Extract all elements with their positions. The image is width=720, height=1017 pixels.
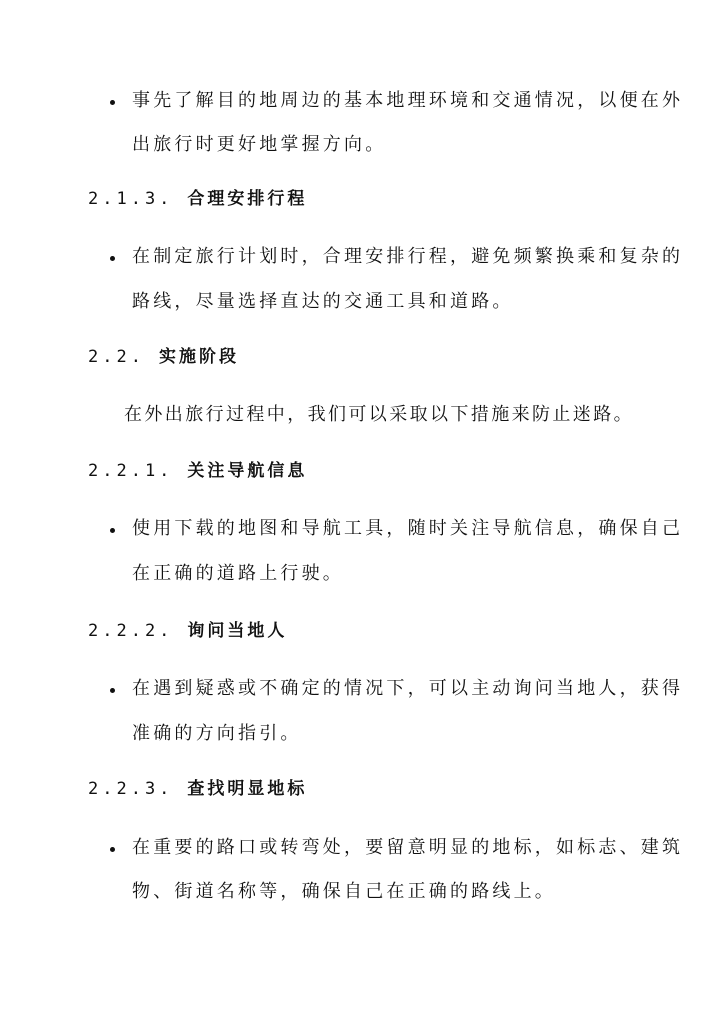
section-title: 实施阶段 xyxy=(158,347,239,367)
section-number: 2.2.1. xyxy=(88,461,174,481)
bullet-text-line: 在制定旅行计划时，合理安排行程，避免频繁换乘和复杂的 xyxy=(132,246,684,267)
bullet-dot-icon xyxy=(110,528,115,533)
section-title: 关注导航信息 xyxy=(187,461,308,481)
section-title: 查找明显地标 xyxy=(187,779,308,799)
bullet-dot-icon xyxy=(110,688,115,693)
section-heading-2-2-2 xyxy=(88,617,287,645)
section-heading-2-2-1 xyxy=(88,457,307,485)
bullet-dot-icon xyxy=(110,256,115,261)
section-title: 询问当地人 xyxy=(187,621,288,641)
section-heading-2-2 xyxy=(88,343,239,371)
section-heading-2-1-3 xyxy=(88,185,307,213)
section-number: 2.1.3. xyxy=(88,189,174,209)
section-number: 2.2. xyxy=(88,347,145,367)
bullet-text-line: 准确的方向指引。 xyxy=(132,723,302,744)
bullet-text-line: 在重要的路口或转弯处，要留意明显的地标，如标志、建筑 xyxy=(132,837,684,858)
bullet-dot-icon xyxy=(110,847,115,852)
section-title: 合理安排行程 xyxy=(187,189,308,209)
bullet-dot-icon xyxy=(110,100,115,105)
bullet-text-line: 物、街道名称等，确保自己在正确的路线上。 xyxy=(132,881,556,902)
section-heading-2-2-3 xyxy=(88,775,307,803)
section-number: 2.2.2. xyxy=(88,621,174,641)
bullet-text-line: 路线，尽量选择直达的交通工具和道路。 xyxy=(132,291,514,312)
bullet-text-line: 事先了解目的地周边的基本地理环境和交通情况，以便在外 xyxy=(132,90,684,111)
section-paragraph: 在外出旅行过程中，我们可以采取以下措施来防止迷路。 xyxy=(124,404,634,425)
bullet-text-line: 在正确的道路上行驶。 xyxy=(132,563,344,584)
bullet-text-line: 使用下载的地图和导航工具，随时关注导航信息，确保自己 xyxy=(132,518,684,539)
bullet-text-line: 在遇到疑惑或不确定的情况下，可以主动询问当地人，获得 xyxy=(132,678,684,699)
section-number: 2.2.3. xyxy=(88,779,174,799)
bullet-text-line: 出旅行时更好地掌握方向。 xyxy=(132,134,387,155)
